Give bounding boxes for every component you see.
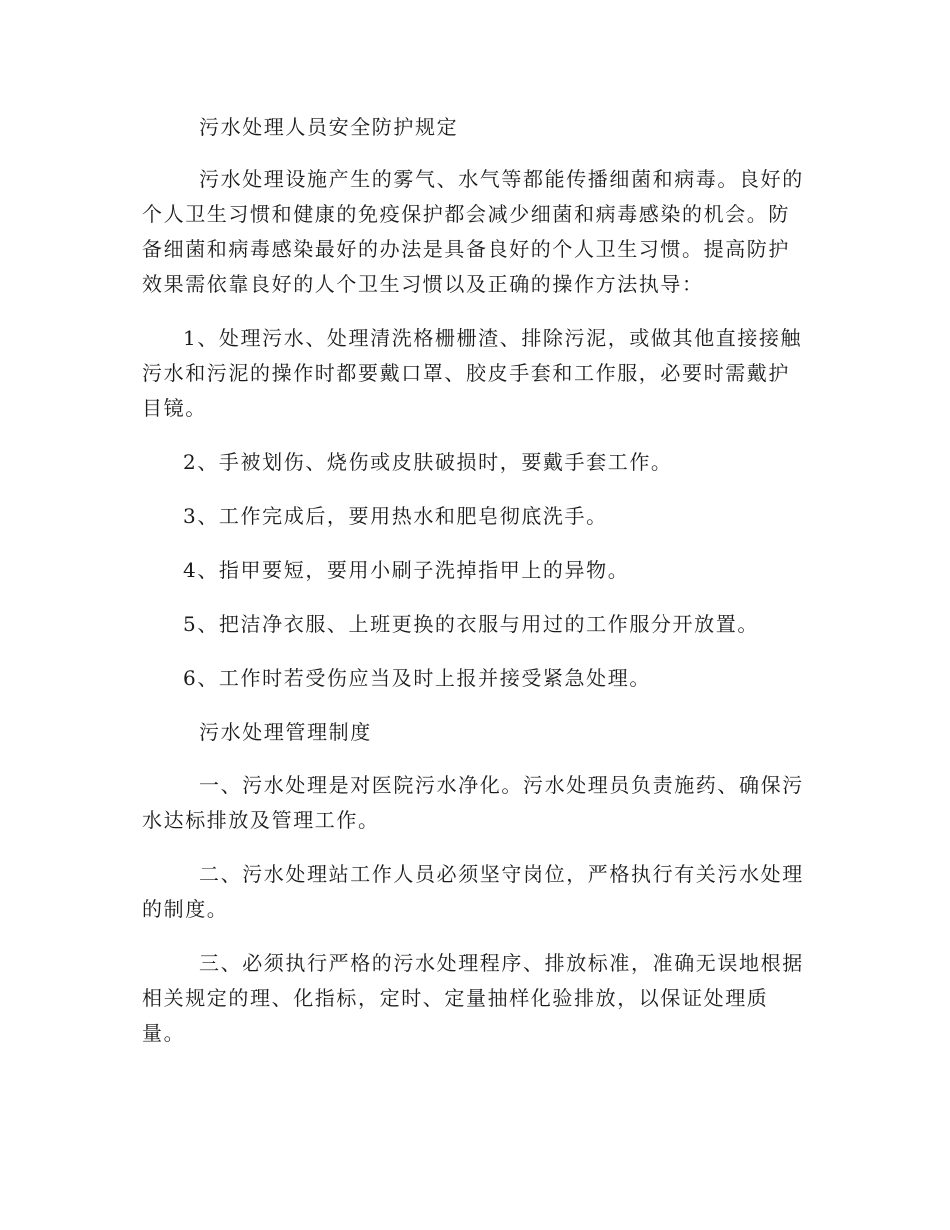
intro-line-2: 个人卫生习惯和健康的免疫保护都会减少细菌和病毒感染的机会。防 <box>142 202 790 226</box>
clause-3-line-1: 三、必须执行严格的污水处理程序、排放标准，准确无误地根据 <box>199 951 804 975</box>
item-1-line-2: 污水和污泥的操作时都要戴口罩、胶皮手套和工作服，必要时需戴护 <box>142 361 790 385</box>
intro-line-3: 备细菌和病毒感染最好的办法是具备良好的个人卫生习惯。提高防护 <box>142 237 790 261</box>
clause-2-line-2: 的制度。 <box>142 897 229 921</box>
item-4: 4、指甲要短，要用小刷子洗掉指甲上的异物。 <box>183 558 630 582</box>
section-title-management: 污水处理管理制度 <box>199 720 372 744</box>
item-1-line-3: 目镜。 <box>142 396 207 420</box>
intro-line-4: 效果需依靠良好的人个卫生习惯以及正确的操作方法执导： <box>142 272 704 296</box>
clause-3-line-3: 量。 <box>142 1021 186 1045</box>
clause-2-line-1: 二、污水处理站工作人员必须坚守岗位，严格执行有关污水处理 <box>199 862 804 886</box>
item-2: 2、手被划伤、烧伤或皮肤破损时，要戴手套工作。 <box>183 450 673 474</box>
intro-line-1: 污水处理设施产生的雾气、水气等都能传播细菌和病毒。良好的 <box>199 167 804 191</box>
item-3: 3、工作完成后，要用热水和肥皂彻底洗手。 <box>183 504 608 528</box>
clause-3-line-2: 相关规定的理、化指标，定时、定量抽样化验排放，以保证处理质 <box>142 986 769 1010</box>
clause-1-line-2: 水达标排放及管理工作。 <box>142 808 380 832</box>
item-1-line-1: 1、处理污水、处理清洗格栅栅渣、排除污泥，或做其他直接接触 <box>183 326 803 350</box>
item-6: 6、工作时若受伤应当及时上报并接受紧急处理。 <box>183 666 651 690</box>
item-5: 5、把洁净衣服、上班更换的衣服与用过的工作服分开放置。 <box>183 612 759 636</box>
clause-1-line-1: 一、污水处理是对医院污水净化。污水处理员负责施药、确保污 <box>199 773 804 797</box>
section-title-safety: 污水处理人员安全防护规定 <box>199 115 459 139</box>
